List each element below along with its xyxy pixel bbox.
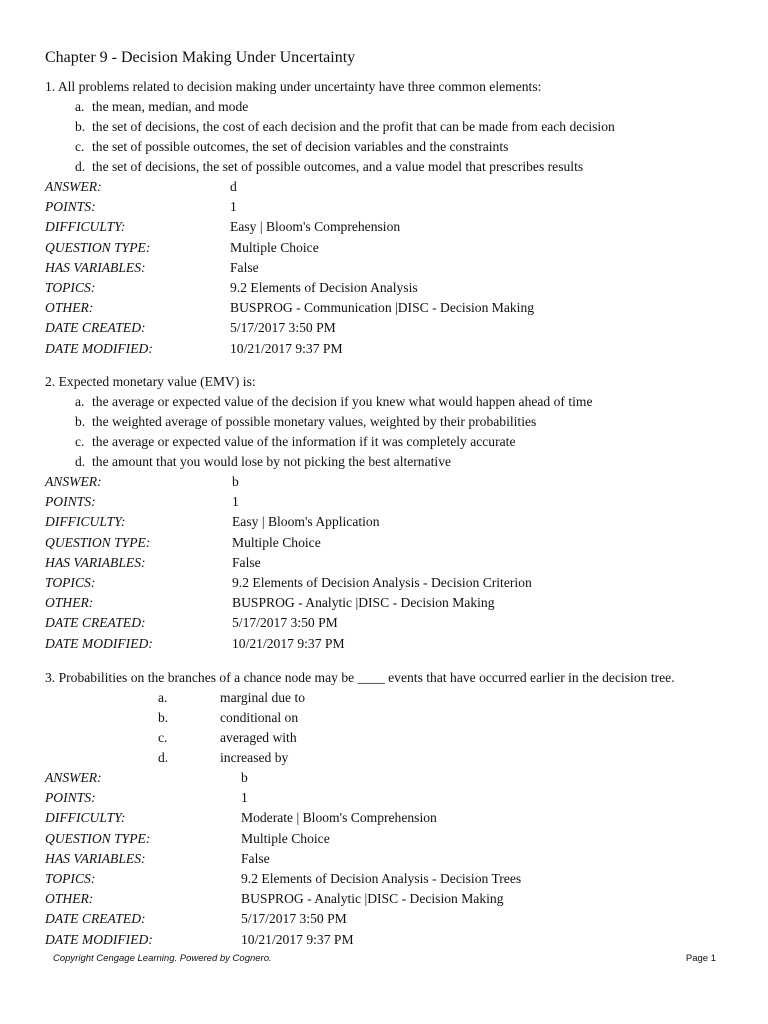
option-d: d. the amount that you would lose by not picking the best alternative xyxy=(75,454,452,469)
meta-points: POINTS: 1 xyxy=(45,790,248,806)
question-stem: 3. Probabilities on the branches of a chance node may be ____ events that have occurred earlier in the decision tree. xyxy=(45,670,675,685)
meta-topics: TOPICS: 9.2 Elements of Decision Analysis xyxy=(45,279,418,295)
meta-date-created: DATE CREATED: 5/17/2017 3:50 PM xyxy=(45,320,336,336)
meta-answer: ANSWER: b xyxy=(45,770,248,785)
meta-points: POINTS: 1 xyxy=(45,199,237,215)
meta-difficulty: DIFFICULTY: Moderate | Bloom's Comprehension xyxy=(45,810,437,826)
meta-other: OTHER: BUSPROG - Analytic |DISC - Decision Making xyxy=(45,891,504,907)
option-a: a. marginal due to xyxy=(158,690,306,705)
meta-topics: TOPICS: 9.2 Elements of Decision Analysis - Decision Criterion xyxy=(45,574,532,590)
option-b: b. the weighted average of possible monetary values, weighted by their probabilities xyxy=(75,414,537,429)
option-d: d. the set of decisions, the set of possible outcomes, and a value model that prescribes results xyxy=(75,159,584,174)
meta-difficulty: DIFFICULTY: Easy | Bloom's Application xyxy=(45,514,380,530)
option-c: c. the set of possible outcomes, the set of decision variables and the constraints xyxy=(75,139,509,154)
meta-other: OTHER: BUSPROG - Analytic |DISC - Decision Making xyxy=(45,595,495,611)
question-3 xyxy=(45,668,745,950)
question-2 xyxy=(45,372,745,654)
meta-points: POINTS: 1 xyxy=(45,494,239,510)
option-b: b. the set of decisions, the cost of each decision and the profit that can be made from each decision xyxy=(75,119,615,134)
question-1 xyxy=(45,77,745,359)
meta-date-modified: DATE MODIFIED: 10/21/2017 9:37 PM xyxy=(45,931,354,947)
meta-date-created: DATE CREATED: 5/17/2017 3:50 PM xyxy=(45,911,347,927)
copyright-notice: Copyright Cengage Learning. Powered by Cognero. xyxy=(53,953,272,964)
meta-question-type: QUESTION TYPE: Multiple Choice xyxy=(45,534,321,550)
option-b: b. conditional on xyxy=(158,710,299,725)
meta-has-variables: HAS VARIABLES: False xyxy=(45,850,270,866)
page-number: Page 1 xyxy=(685,953,716,964)
question-stem: 2. Expected monetary value (EMV) is: xyxy=(45,374,256,389)
meta-date-modified: DATE MODIFIED: 10/21/2017 9:37 PM xyxy=(45,635,345,651)
meta-other: OTHER: BUSPROG - Communication |DISC - Decision Making xyxy=(45,300,535,316)
meta-question-type: QUESTION TYPE: Multiple Choice xyxy=(45,830,330,846)
meta-answer: ANSWER: d xyxy=(45,179,237,194)
meta-answer: ANSWER: b xyxy=(45,474,239,489)
meta-question-type: QUESTION TYPE: Multiple Choice xyxy=(45,239,319,255)
option-c: c. the average or expected value of the information if it was completely accurate xyxy=(75,434,516,449)
meta-date-modified: DATE MODIFIED: 10/21/2017 9:37 PM xyxy=(45,340,343,356)
page-title: Chapter 9 - Decision Making Under Uncertainty xyxy=(45,49,356,66)
question-stem: 1. All problems related to decision making under uncertainty have three common elements: xyxy=(45,79,542,94)
option-d: d. increased by xyxy=(158,750,289,765)
option-a: a. the mean, median, and mode xyxy=(75,99,249,114)
option-c: c. averaged with xyxy=(158,730,297,745)
meta-date-created: DATE CREATED: 5/17/2017 3:50 PM xyxy=(45,615,338,631)
meta-has-variables: HAS VARIABLES: False xyxy=(45,554,261,570)
meta-topics: TOPICS: 9.2 Elements of Decision Analysis - Decision Trees xyxy=(45,870,522,886)
meta-difficulty: DIFFICULTY: Easy | Bloom's Comprehension xyxy=(45,219,401,235)
page-footer xyxy=(53,953,716,967)
option-a: a. the average or expected value of the decision if you knew what would happen ahead of time xyxy=(75,394,593,409)
meta-has-variables: HAS VARIABLES: False xyxy=(45,259,259,275)
